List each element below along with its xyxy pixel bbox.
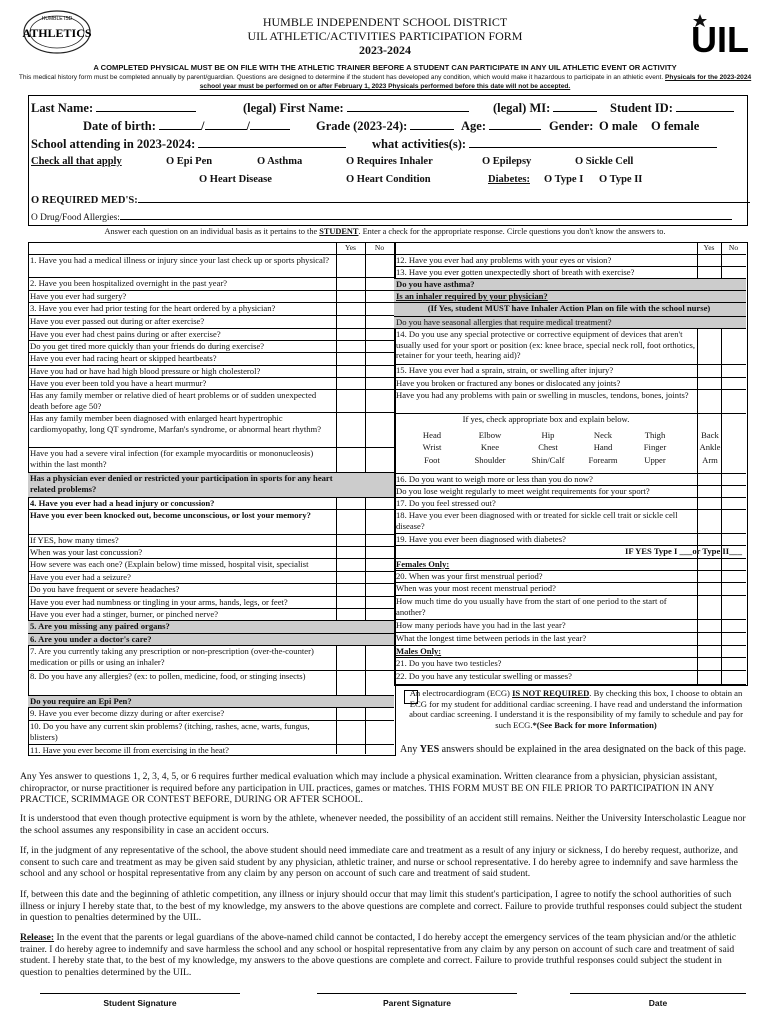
right-question-row[interactable] [394,473,746,485]
logo-arc-text: HUMBLE ISD [41,16,73,22]
right-question-row[interactable] [394,558,746,570]
left-question-row[interactable] [28,744,394,754]
check-all-label: Check all that apply [31,156,122,167]
question-text: Do you require an Epi Pen? [30,696,132,706]
question-text: 18. Have you ever been diagnosed with or treated for sickle cell trait or sickle cell disease? [396,510,678,531]
right-question-row[interactable] [394,582,746,595]
left-question-row[interactable] [28,412,394,447]
right-question-row[interactable] [394,290,746,302]
left-question-row[interactable] [28,633,394,645]
right-question-row[interactable] [394,316,746,328]
school-field[interactable]: School attending in 2023-2024: [31,137,346,152]
left-question-row[interactable] [28,497,394,509]
paragraph-release: Release: In the event that the parents or legal guardians of the above-named child cannot be contacted, I do hereby accept the emergency services of the team physician and/or the athletic trainer. I do hereby agree to indemnify and save harmless the school and any school or hospital representative from any claim by any person on account of such care and treatment of said student. I hereby state that, to the best of my knowledge, my answers to the above questions are complete and correct. Failure to provide truthful responses could subject the student in question to penalties determined by the UIL. [20,932,737,978]
body-part-option[interactable]: Finger [643,442,667,452]
right-no-header: No [728,243,739,252]
body-part-option[interactable]: Knee [480,442,500,452]
question-text: 15. Have you ever had a sprain, strain, or swelling after injury? [396,365,614,375]
question-text: (If Yes, student MUST have Inhaler Action Plan on file with the school nurse) [427,303,711,313]
right-question-row[interactable] [394,533,746,545]
question-text: When was your most recent menstrual period? [396,583,556,593]
question-text: Have you had a severe viral infection (for example myocarditis or mononucleosis) within the last month? [30,448,314,469]
left-question-row[interactable] [28,546,394,558]
question-text: Have you had any problems with pain or swelling in muscles, tendons, bones, joints? [396,390,689,400]
right-question-row[interactable] [394,389,746,413]
question-text: Have you ever had numbness or tingling in your arms, hands, legs, or feet? [30,597,288,607]
asthma-option[interactable]: O Asthma [257,156,303,167]
question-text: 4. Have you ever had a head injury or concussion? [30,498,215,508]
paragraph-protective-equipment: It is understood that even though protective equipment is worn by the athlete, whenever needed, the possibility of an accident still remains. Neither the University Interscholastic League nor the school assumes any responsibility in case an accident occurs. [20,813,746,836]
left-question-row[interactable] [28,534,394,546]
left-yes-header: Yes [345,243,356,252]
mi-field[interactable]: (legal) MI: [493,101,597,116]
left-question-row[interactable] [28,254,394,277]
heart-disease-option[interactable]: O Heart Disease [199,174,272,185]
body-part-option[interactable]: Neck [593,430,613,440]
parent-signature-label: Parent Signature [382,998,452,1008]
parent-signature-line[interactable] [317,993,517,994]
left-question-row[interactable] [28,645,394,670]
body-part-option[interactable]: Hand [593,442,613,452]
question-text: Have you ever had racing heart or skipped heartbeats? [30,353,217,363]
question-text: 8. Do you have any allergies? (ex: to pollen, medicine, food, or stinging insects) [30,671,306,681]
question-text: Females Only: [396,559,450,569]
gender-male-option[interactable]: O male [599,119,638,133]
right-question-row[interactable] [394,266,746,278]
question-text: How severe was each one? (Explain below) time missed, hospital visit, specialist [30,559,309,569]
question-text: Do you have asthma? [396,279,475,289]
question-text: 2. Have you been hospitalized overnight in the past year? [30,278,228,288]
body-part-option[interactable]: Shoulder [474,455,506,465]
ecg-text: An electrocardiogram (ECG) IS NOT REQUIRED. By checking this box, I choose to obtain an ECG for my student for additional cardiac screening. I have read and understand the information about cardiac screening. I understand it is the responsibility of my family to schedule and pay for such ECG.*(See Back for more Information) [409,688,743,730]
question-text: 10. Do you have any current skin problems? (itching, rashes, acne, warts, fungus, blisters) [30,721,310,742]
body-part-option[interactable]: Thigh [644,430,666,440]
right-question-row[interactable] [394,619,746,632]
right-question-row[interactable] [394,377,746,389]
left-question-row[interactable] [28,620,394,633]
right-question-row[interactable] [394,364,746,377]
student-signature-line[interactable] [40,993,240,994]
right-question-row[interactable] [394,657,746,670]
question-text: Have you ever been knocked out, become unconscious, or lost your memory? [30,510,311,520]
left-question-row[interactable] [28,290,394,302]
yes-answers-note: Any YES answers should be explained in the area designated on the back of this page. [399,744,747,755]
right-question-row[interactable] [394,670,746,684]
question-text: How much time do you usually have from the start of one period to the start of another? [396,596,667,617]
right-question-row[interactable] [394,278,746,290]
right-yes-header: Yes [703,243,715,252]
activities-field[interactable]: what activities(s): [372,137,717,152]
question-text: How many periods have you had in the last year? [396,620,566,630]
left-question-row[interactable] [28,302,394,315]
question-text: Do you get tired more quickly than your friends do during exercise? [30,341,265,351]
question-text: Have you broken or fractured any bones or dislocated any joints? [396,378,621,388]
left-question-row[interactable] [28,277,394,290]
right-question-row[interactable] [394,254,746,266]
question-text: Have you ever had a stinger, burner, or pinched nerve? [30,609,219,619]
question-text: 14. Do you use any special protective or corrective equipment of devices that aren't usually used for your sport or position (ex: knee brace, special neck roll, foot orthotics, retainer for your teeth, hearing aid)? [396,329,696,360]
heart-condition-option[interactable]: O Heart Condition [346,174,431,185]
right-question-row[interactable] [394,485,746,497]
question-text: If yes, check appropriate box and explain below. [462,414,630,424]
question-text: 6. Are you under a doctor's care? [30,634,152,644]
left-question-row[interactable] [28,352,394,365]
question-text: Have you ever had chest pains during or after exercise? [30,329,221,339]
right-question-row[interactable] [394,595,746,619]
body-part-option[interactable]: Chest [538,442,558,452]
question-text: 16. Do you want to weigh more or less than you do now? [396,474,593,484]
question-text: Males Only: [396,646,442,656]
left-no-header: No [374,243,385,252]
question-text: 19. Have you ever been diagnosed with diabetes? [396,534,566,544]
sickle-cell-option[interactable]: O Sickle Cell [575,156,634,167]
left-question-row[interactable] [28,670,394,695]
question-text: 12. Have you ever had any problems with your eyes or vision? [396,255,612,265]
right-question-row[interactable] [394,497,746,509]
question-text: 5. Are you missing any paired organs? [30,621,170,631]
question-text: 9. Have you ever become dizzy during or after exercise? [30,708,225,718]
question-text: IF YES Type I ___or Type II___ [625,546,742,556]
question-text: Have you ever had surgery? [30,291,127,301]
question-text: Have you had or have had high blood pressure or high cholesterol? [30,366,261,376]
question-text: Has a physician ever denied or restricted your participation in sports for any heart related problems? [30,473,333,494]
left-question-row[interactable] [28,315,394,328]
question-text: 13. Have you ever gotten unexpectedly short of breath with exercise? [396,267,635,277]
left-question-row[interactable] [28,328,394,340]
paragraph-evaluation: Any Yes answer to questions 1, 2, 3, 4, 5, or 6 requires further medical evaluation which may include a physical examination. Written clearance from a physician, physician assistant, chiropractor, or nurse practitioner is required before any participation in UIL practices, games or matches. THIS FORM MUST BE ON FILE PRIOR TO PARTICIPATION IN ANY PRACTICE, SCRIMMAGE OR CONTEST BEFORE, DURING OR AFTER SCHOOL. [20,771,718,806]
date-label: Date [648,998,668,1008]
question-text: 3. Have you ever had prior testing for the heart ordered by a physician? [30,303,276,313]
left-question-row[interactable] [28,447,394,472]
question-text: 1. Have you had a medical illness or injury since your last check up or sports physical? [30,255,330,265]
question-text: 20. When was your first menstrual period? [396,571,543,581]
left-question-row[interactable] [28,608,394,620]
age-field[interactable]: Age: [461,119,541,134]
question-text: 7. Are you currently taking any prescription or non-prescription (over-the-counter) medication or pills or using an inhaler? [30,646,314,667]
question-text: 22. Do you have any testicular swelling or masses? [396,671,572,681]
last-name-field[interactable]: Last Name: [31,101,196,116]
question-text: Have you ever been told you have a heart murmur? [30,378,207,388]
form-title: UIL ATHLETIC/ACTIVITIES PARTICIPATION FORM [247,29,523,43]
left-question-row[interactable] [28,340,394,352]
question-text: What the longest time between periods in the last year? [396,633,587,643]
student-id-field[interactable]: Student ID: [610,101,734,116]
form-year: 2023-2024 [359,43,411,57]
right-question-row[interactable] [394,570,746,582]
body-part-option[interactable]: Elbow [478,430,502,440]
warning-text: A COMPLETED PHYSICAL MUST BE ON FILE WITH THE ATHLETIC TRAINER BEFORE A STUDENT CAN PARTICIPATE IN ANY UIL ATHLETIC EVENT OR ACTIVITY [93,63,677,72]
body-part-option[interactable]: Shin/Calf [531,455,565,465]
right-question-row[interactable] [394,302,746,316]
question-text: 21. Do you have two testicles? [396,658,502,668]
left-question-row[interactable] [28,583,394,596]
student-signature-label: Student Signature [103,998,177,1008]
gender-label: Gender: [549,119,594,133]
grade-field[interactable]: Grade (2023-24): [316,119,454,134]
district-name: HUMBLE INDEPENDENT SCHOOL DISTRICT [262,15,508,29]
left-question-row[interactable] [28,389,394,412]
left-question-row[interactable] [28,707,394,720]
body-part-option[interactable]: Upper [644,455,666,465]
question-text: Have you ever had a seizure? [30,572,131,582]
left-question-row[interactable] [28,720,394,744]
question-text: Have you ever passed out during or after exercise? [30,316,205,326]
body-part-option[interactable]: Wrist [422,442,442,452]
body-part-option[interactable]: Forearm [588,455,618,465]
requires-inhaler-option[interactable]: O Requires Inhaler [346,156,433,167]
left-question-row[interactable] [28,472,394,497]
body-part-option[interactable]: Ankle [699,442,721,452]
body-part-option[interactable]: Head [422,430,442,440]
question-text: Do you have frequent or severe headaches? [30,584,180,594]
left-question-row[interactable] [28,695,394,707]
required-meds-field[interactable]: O REQUIRED MED'S: [31,192,750,206]
left-question-row[interactable] [28,377,394,389]
question-text: Has any family member been diagnosed with enlarged heart hypertrophic cardiomyopathy, long QT syndrome, Marfan's syndrome, or abnormal heart rhythm? [30,413,322,434]
paragraph-consent: If, in the judgment of any representative of the school, the above student should need immediate care and treatment as a result of any injury or sickness, I do hereby request, authorize, and consent to such care and treatment as may be given said student by any physician, athletic trainer, and nurse or school representative. I do hereby agree to indemnify and save harmless the school and any school or hospital representative from any claim by any person on account of such care and treatment of said student. [20,845,738,880]
date-line[interactable] [570,993,746,994]
body-part-option[interactable]: Hip [541,430,555,440]
right-question-row[interactable] [394,509,746,533]
diabetes-type2-option[interactable]: O Type II [599,174,643,185]
gender-female-option[interactable]: O female [651,119,700,133]
note-text: This medical history form must be completed annually by parent/guardian. Questions are designed to determine if the student has developed any condition, which would make it hazardous to participate in an athletic event. Physicals for the 2023-2024 school year must be performed on or after February 1, 2023 Physicals performed before this date will not be accepted. [18,74,752,90]
question-text: Do you lose weight regularly to meet weight requirements for your sport? [396,486,650,496]
paragraph-notify: If, between this date and the beginning of athletic competition, any illness or injury should occur that may limit this student's participation, I agree to notify the school authorities of such illness or injury I hereby state that, to the best of my knowledge, my answers to the above questions are complete and correct. Failure to provide truthful responses could subject the student in question to penalties determined by the UIL. [20,889,743,924]
instructions: Answer each question on an individual basis as it pertains to the STUDENT. Enter a check for the appropriate response. Circle questions you don't know the answers to. [104,227,666,236]
left-question-row[interactable] [28,558,394,571]
dob-field[interactable]: Date of birth: / / [83,119,290,134]
right-question-row[interactable] [394,545,746,558]
allergies-field[interactable]: O Drug/Food Allergies: [31,209,732,223]
left-question-row[interactable] [28,571,394,583]
question-text: Is an inhaler required by your physician? [396,291,548,301]
diabetes-type1-option[interactable]: O Type I [544,174,584,185]
right-question-row[interactable] [394,645,746,657]
diabetes-label: Diabetes: [488,174,530,185]
epi-pen-option[interactable]: O Epi Pen [166,156,213,167]
question-text: If YES, how many times? [30,535,119,545]
left-question-row[interactable] [28,509,394,534]
question-text: Has any family member or relative died of heart problems or of sudden unexpected death before age 50? [30,390,317,411]
left-question-row[interactable] [28,596,394,608]
right-question-row[interactable] [394,328,746,364]
question-text: 11. Have you ever become ill from exercising in the heat? [30,745,229,755]
body-part-option[interactable]: Arm [702,455,718,465]
question-text: When was your last concussion? [30,547,143,557]
logo-uil-text: UIL [691,19,749,58]
logo-text: ATHLETICS [22,26,92,40]
body-part-option[interactable]: Foot [424,455,440,465]
question-text: Do you have seasonal allergies that require medical treatment? [396,317,612,327]
left-question-row[interactable] [28,365,394,377]
body-part-option[interactable]: Back [701,430,719,440]
question-text: 17. Do you feel stressed out? [396,498,496,508]
right-question-row[interactable] [394,632,746,645]
epilepsy-option[interactable]: O Epilepsy [482,156,532,167]
first-name-field[interactable]: (legal) First Name: [243,101,469,116]
